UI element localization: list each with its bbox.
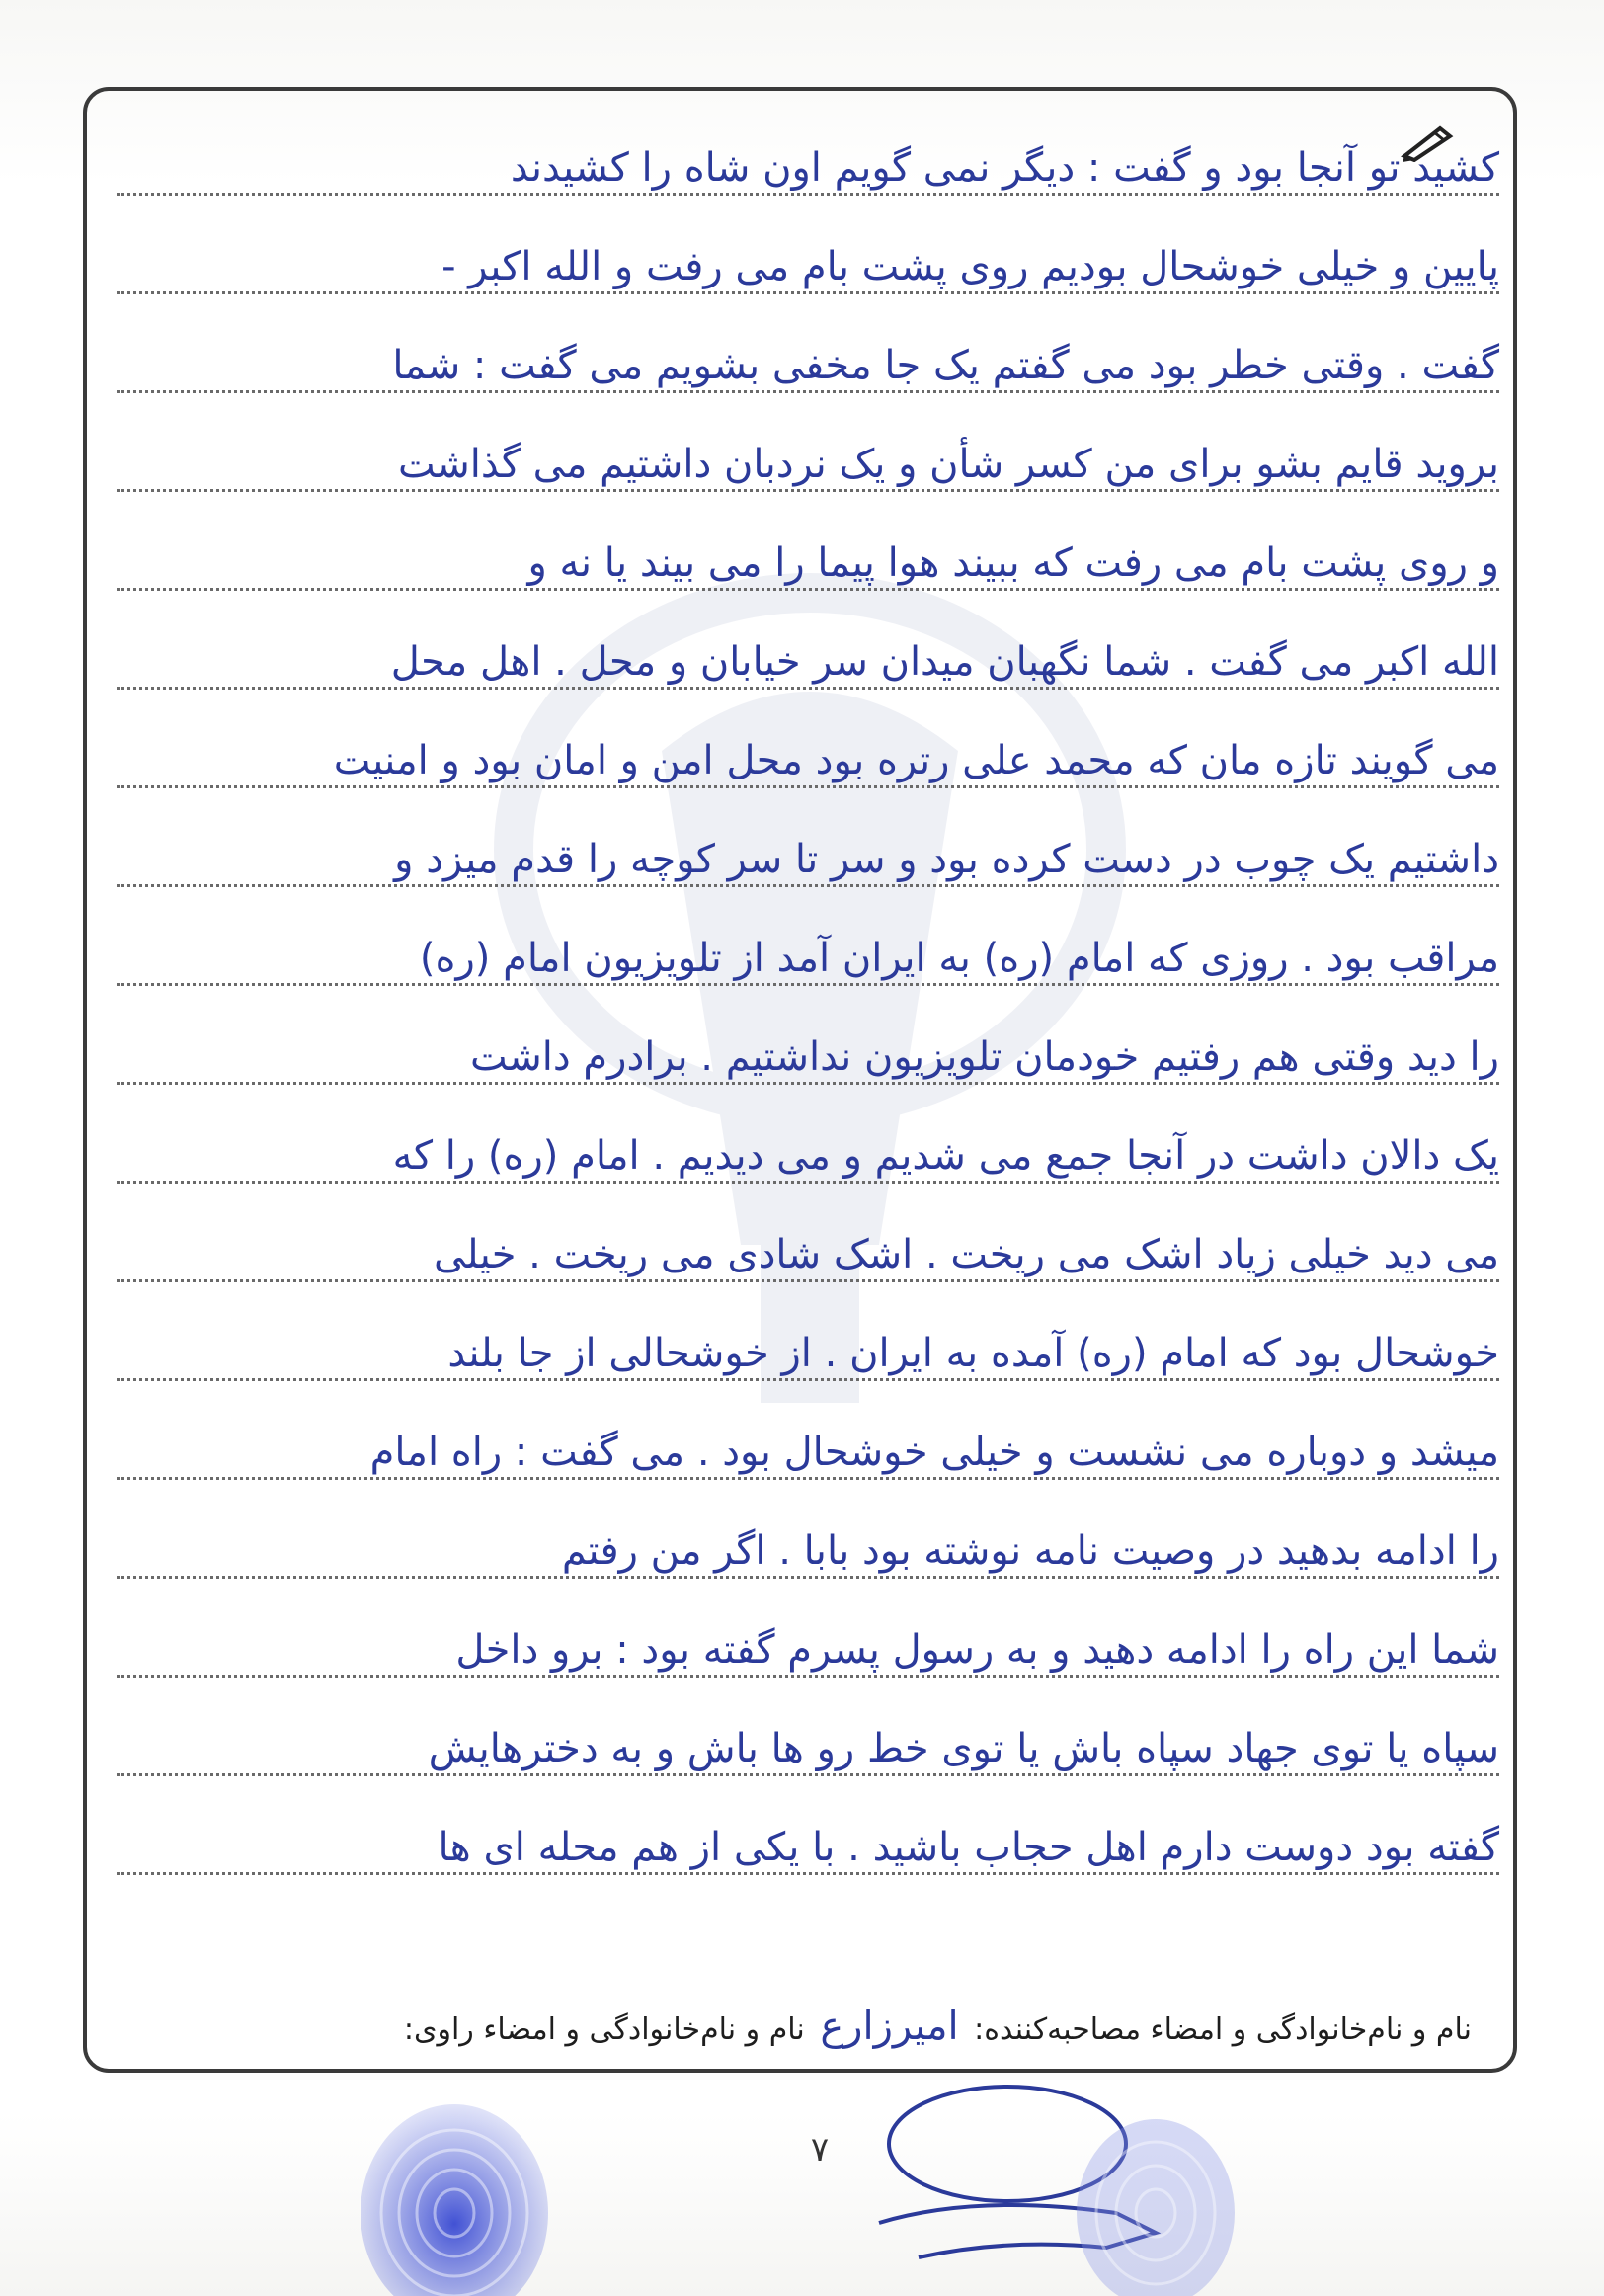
signature-row (296, 2004, 1472, 2063)
text-line (117, 209, 1499, 308)
text-line (117, 1790, 1499, 1889)
page-number: ۷ (810, 2130, 830, 2170)
text-line (117, 1099, 1499, 1197)
line-text: کشید تو آنجا بود و گفت : دیگر نمی گویم اون شاه را کشیدند (510, 145, 1499, 191)
handwritten-lines (117, 111, 1499, 1889)
text-line (117, 703, 1499, 802)
line-text: و روی پشت بام می رفت که ببیند هوا پیما را می بیند یا نه و (527, 540, 1499, 586)
line-text: خوشحال بود که امام (ره) آمده به ایران . از خوشحالی از جا بلند (447, 1331, 1499, 1376)
line-text: را ادامه بدهید در وصیت نامه نوشته بود بابا . اگر من رفتم (561, 1528, 1499, 1574)
line-text: بروید قایم بشو برای من کسر شأن و یک نردبان داشتیم می گذاشت (397, 442, 1499, 487)
text-line (117, 111, 1499, 209)
line-text: می گویند تازه مان که محمد علی رتره بود محل امن و امان بود و امنیت (333, 738, 1499, 783)
text-line (117, 1296, 1499, 1395)
text-line (117, 1395, 1499, 1494)
line-text: می دید خیلی زیاد اشک می ریخت . اشک شادی می ریخت . خیلی (434, 1232, 1499, 1277)
fingerprint-icon (1067, 2104, 1244, 2296)
text-line (117, 506, 1499, 605)
text-line (117, 901, 1499, 1000)
text-line (117, 1593, 1499, 1691)
line-text: را دید وقتی هم رفتیم خودمان تلویزیون نداشتیم . برادرم داشت (469, 1034, 1499, 1080)
interviewer-name: امیرزارع (820, 2004, 959, 2049)
line-text: مراقب بود . روزی که امام (ره) به ایران آمد از تلویزیون امام (ره) (419, 936, 1499, 981)
text-line (117, 802, 1499, 901)
text-line (117, 407, 1499, 506)
text-line (117, 1691, 1499, 1790)
line-text: سپاه یا توی جهاد سپاه باش یا توی خط رو ها باش و به دخترهایش (428, 1726, 1499, 1771)
text-line (117, 1000, 1499, 1099)
line-text: میشد و دوباره می نشست و خیلی خوشحال بود . می گفت : راه امام (369, 1430, 1499, 1475)
text-line (117, 308, 1499, 407)
line-text: گفت . وقتی خطر بود می گفتم یک جا مخفی بشویم می گفت : شما (392, 343, 1499, 388)
line-text: شما این راه را ادامه دهید و به رسول پسرم گفته بود : برو داخل (455, 1627, 1499, 1673)
narrator-label: نام و نام‌خانوادگی و امضاء راوی: (403, 2012, 805, 2047)
line-text: پایین و خیلی خوشحال بودیم روی پشت بام می رفت و الله اکبر - (441, 244, 1499, 289)
text-line (117, 605, 1499, 703)
text-line (117, 1494, 1499, 1593)
line-text: گفته بود دوست دارم اهل حجاب باشید . با یکی از هم محله ای ها (438, 1825, 1499, 1870)
interviewer-label: نام و نام‌خانوادگی و امضاء مصاحبه‌کننده: (974, 2012, 1472, 2047)
line-text: الله اکبر می گفت . شما نگهبان میدان سر خیابان و محل . اهل محل (390, 639, 1499, 685)
line-text: داشتیم یک چوب در دست کرده بود و سر تا سر کوچه را قدم میزد و (394, 837, 1499, 882)
line-text: یک دالان داشت در آنجا جمع می شدیم و می دیدیم . امام (ره) را که (392, 1133, 1499, 1179)
text-line (117, 1197, 1499, 1296)
fingerprint-icon (356, 2094, 553, 2296)
